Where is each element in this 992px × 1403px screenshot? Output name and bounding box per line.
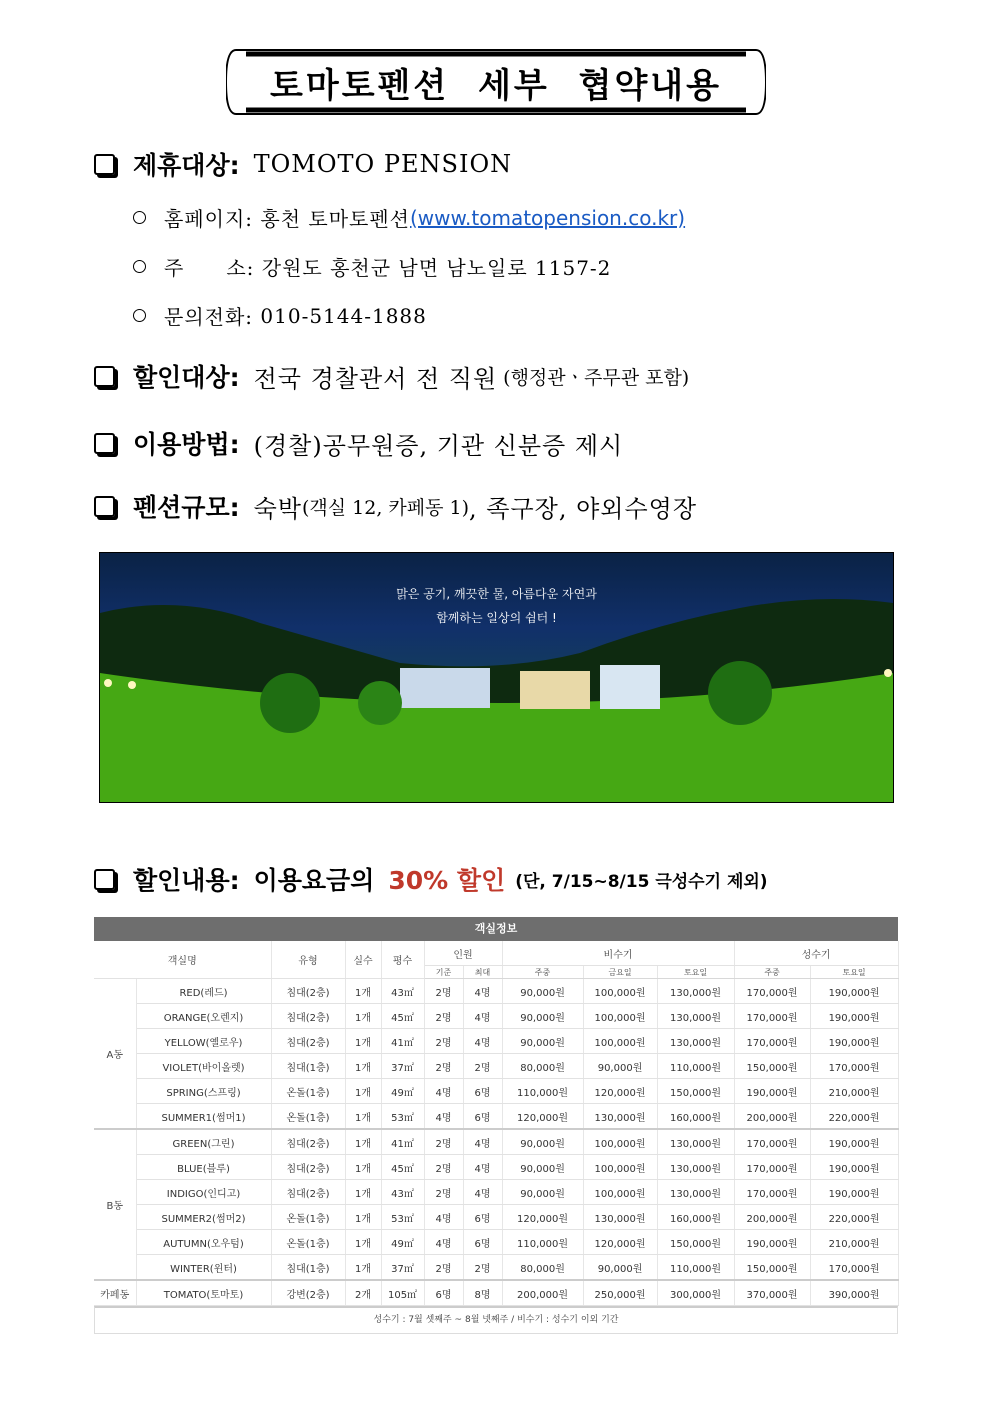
target-label: 할인대상: [133,363,240,392]
homepage-value: 홍천 토마토펜션 [260,207,410,231]
table-cell: 190,000원 [810,1129,898,1155]
col-off-season: 비수기 [502,941,734,966]
table-cell: 4명 [463,1155,502,1180]
table-cell: 2명 [424,1129,463,1155]
col-people: 인원 [424,941,502,966]
table-cell: 80,000원 [502,1255,583,1281]
table-cell: 190,000원 [810,1029,898,1054]
table-row [94,979,898,1004]
table-cell: 190,000원 [810,1155,898,1180]
homepage-label: 홈페이지: [164,207,254,231]
title-frame [226,46,766,118]
col-room: 객실명 [94,941,271,979]
checkbox-icon [94,366,115,387]
discount-rate: 30% 할인 [388,866,506,895]
table-cell: 침대(2층) [271,1155,345,1180]
table-cell: 강변(2층) [271,1280,345,1306]
table-cell: 200,000원 [502,1280,583,1306]
table-cell: 4명 [424,1104,463,1130]
col-off-saturday: 토요일 [657,966,734,979]
room-name-cell: INDIGO(인디고) [136,1180,271,1205]
col-base: 기준 [424,966,463,979]
table-cell: 120,000원 [502,1205,583,1230]
table-cell: 150,000원 [734,1054,810,1079]
table-cell: 1개 [345,1004,381,1029]
scale-rooms: (객실 12, 카페동 1) [301,496,470,519]
table-cell: 200,000원 [734,1104,810,1130]
table-cell: 1개 [345,1079,381,1104]
table-cell: 49㎡ [381,1079,424,1104]
scale-section [94,488,697,524]
table-row [94,1230,898,1255]
col-peak-weekday: 주중 [734,966,810,979]
table-row [94,1205,898,1230]
scale-facilities: , 족구장, 야외수영장 [469,494,698,523]
address-label: 주 소: [164,256,255,280]
table-cell: 53㎡ [381,1205,424,1230]
col-area: 평수 [381,941,424,979]
page-title: 토마토펜션 세부 협약내용 [270,65,722,106]
table-cell: 160,000원 [657,1104,734,1130]
table-cell: 4명 [463,1004,502,1029]
table-row [94,1004,898,1029]
table-cell: 190,000원 [810,979,898,1004]
table-row [94,1155,898,1180]
address-value: 강원도 홍천군 남면 남노일로 1157-2 [261,256,612,280]
rates-body [94,979,898,1306]
col-count: 실수 [345,941,381,979]
table-cell: 160,000원 [657,1205,734,1230]
method-label: 이용방법: [133,430,240,459]
table-cell: 침대(2층) [271,1029,345,1054]
table-cell: 100,000원 [583,1155,657,1180]
table-cell: 1개 [345,1180,381,1205]
table-cell: 4명 [463,1029,502,1054]
table-cell: 2명 [463,1255,502,1281]
room-name-cell: SPRING(스프링) [136,1079,271,1104]
table-cell: 1개 [345,1129,381,1155]
season-footnote: 성수기 : 7월 셋째주 ~ 8월 넷째주 / 비수기 : 성수기 이외 기간 [94,1306,898,1334]
scale-label: 펜션규모: [133,493,240,522]
table-cell: 120,000원 [583,1079,657,1104]
bullet-circle-icon [133,260,146,273]
col-peak-saturday: 토요일 [810,966,898,979]
table-cell: 4명 [463,1180,502,1205]
table-cell: 80,000원 [502,1054,583,1079]
discount-label: 할인내용: [133,866,240,895]
table-cell: 90,000원 [502,1029,583,1054]
table-cell: 1개 [345,1054,381,1079]
table-cell: 200,000원 [734,1205,810,1230]
table-cell: 190,000원 [810,1004,898,1029]
rates-table [94,941,899,1306]
table-cell: 2명 [424,1029,463,1054]
col-off-friday: 금요일 [583,966,657,979]
table-cell: 90,000원 [502,1129,583,1155]
room-name-cell: WINTER(윈터) [136,1255,271,1281]
table-cell: 1개 [345,1029,381,1054]
table-cell: 190,000원 [810,1180,898,1205]
phone-label: 문의전화: [164,305,254,329]
table-cell: 침대(1층) [271,1054,345,1079]
table-cell: 170,000원 [734,1029,810,1054]
room-name-cell: AUTUMN(오우텀) [136,1230,271,1255]
col-type: 유형 [271,941,345,979]
table-cell: 210,000원 [810,1230,898,1255]
table-cell: 130,000원 [657,1029,734,1054]
homepage-line [133,203,685,232]
table-cell: 390,000원 [810,1280,898,1306]
table-cell: 130,000원 [657,979,734,1004]
partner-value: TOMOTO PENSION [253,150,513,178]
table-cell: 6명 [424,1280,463,1306]
target-note: (행정관ㆍ주무관 포함) [503,366,690,389]
col-max: 최대 [463,966,502,979]
col-peak-season: 성수기 [734,941,898,966]
table-cell: 2명 [424,979,463,1004]
table-cell: 1개 [345,979,381,1004]
table-cell: 150,000원 [657,1230,734,1255]
table-cell: 90,000원 [502,1180,583,1205]
table-cell: 130,000원 [657,1155,734,1180]
table-cell: 1개 [345,1255,381,1281]
table-row [94,1054,898,1079]
table-cell: 1개 [345,1205,381,1230]
table-cell: 4명 [463,979,502,1004]
table-cell: 130,000원 [657,1180,734,1205]
table-row [94,1180,898,1205]
table-cell: 2명 [424,1255,463,1281]
checkbox-icon [94,869,115,890]
discount-value: 이용요금의 [253,866,375,895]
room-info-table [94,917,898,1332]
table-cell: 45㎡ [381,1155,424,1180]
table-row [94,1280,898,1306]
table-cell: 1개 [345,1230,381,1255]
table-heading: 객실정보 [94,917,898,941]
table-cell: 41㎡ [381,1129,424,1155]
scale-value: 숙박 [253,494,302,523]
table-cell: 2명 [424,1004,463,1029]
table-cell: 2개 [345,1280,381,1306]
table-cell: 170,000원 [734,1129,810,1155]
table-cell: 90,000원 [583,1255,657,1281]
room-name-cell: BLUE(블루) [136,1155,271,1180]
table-row [94,1255,898,1281]
table-cell: 100,000원 [583,1029,657,1054]
discount-note: (단, 7/15~8/15 극성수기 제외) [515,871,768,892]
table-cell: 37㎡ [381,1255,424,1281]
checkbox-icon [94,496,115,517]
table-cell: 6명 [463,1230,502,1255]
table-cell: 침대(2층) [271,979,345,1004]
table-row [94,1079,898,1104]
discount-section [94,861,768,897]
table-cell: 침대(2층) [271,1004,345,1029]
table-cell: 2명 [424,1054,463,1079]
table-cell: 2명 [424,1155,463,1180]
building-cell: 카페동 [94,1280,136,1306]
room-name-cell: SUMMER2(썸머2) [136,1205,271,1230]
table-cell: 침대(2층) [271,1180,345,1205]
table-cell: 온돌(1층) [271,1230,345,1255]
table-cell: 침대(1층) [271,1255,345,1281]
table-cell: 100,000원 [583,1180,657,1205]
building-cell: B동 [94,1129,136,1280]
table-cell: 130,000원 [583,1205,657,1230]
table-cell: 37㎡ [381,1054,424,1079]
table-cell: 130,000원 [583,1104,657,1130]
table-cell: 170,000원 [734,1004,810,1029]
table-cell: 4명 [463,1129,502,1155]
table-cell: 1개 [345,1104,381,1130]
table-cell: 45㎡ [381,1004,424,1029]
table-cell: 250,000원 [583,1280,657,1306]
table-cell: 53㎡ [381,1104,424,1130]
table-cell: 8명 [463,1280,502,1306]
table-cell: 170,000원 [734,979,810,1004]
table-cell: 150,000원 [734,1255,810,1281]
table-cell: 90,000원 [502,1004,583,1029]
table-cell: 49㎡ [381,1230,424,1255]
table-cell: 41㎡ [381,1029,424,1054]
table-cell: 130,000원 [657,1004,734,1029]
table-cell: 170,000원 [810,1255,898,1281]
table-cell: 170,000원 [810,1054,898,1079]
table-cell: 4명 [424,1079,463,1104]
table-cell: 침대(2층) [271,1129,345,1155]
table-cell: 370,000원 [734,1280,810,1306]
table-cell: 170,000원 [734,1155,810,1180]
table-cell: 110,000원 [657,1054,734,1079]
table-cell: 43㎡ [381,1180,424,1205]
phone-value: 010-5144-1888 [260,303,427,328]
table-cell: 2명 [424,1180,463,1205]
room-name-cell: GREEN(그린) [136,1129,271,1155]
room-name-cell: RED(레드) [136,979,271,1004]
table-cell: 90,000원 [502,1155,583,1180]
room-name-cell: YELLOW(옐로우) [136,1029,271,1054]
table-cell: 100,000원 [583,979,657,1004]
table-cell: 210,000원 [810,1079,898,1104]
table-cell: 130,000원 [657,1129,734,1155]
table-cell: 온돌(1층) [271,1205,345,1230]
table-cell: 100,000원 [583,1129,657,1155]
bullet-circle-icon [133,309,146,322]
table-cell: 300,000원 [657,1280,734,1306]
table-cell: 110,000원 [657,1255,734,1281]
checkbox-icon [94,154,115,175]
table-row [94,1129,898,1155]
table-cell: 6명 [463,1079,502,1104]
target-section [94,358,689,394]
address-line [133,252,611,281]
building-cell: A동 [94,979,136,1130]
table-cell: 4명 [424,1230,463,1255]
room-name-cell: SUMMER1(썸머1) [136,1104,271,1130]
table-cell: 190,000원 [734,1079,810,1104]
table-cell: 220,000원 [810,1104,898,1130]
table-cell: 43㎡ [381,979,424,1004]
table-cell: 120,000원 [502,1104,583,1130]
table-cell: 온돌(1층) [271,1104,345,1130]
table-cell: 6명 [463,1205,502,1230]
table-cell: 120,000원 [583,1230,657,1255]
table-cell: 110,000원 [502,1230,583,1255]
method-section [94,425,623,461]
partner-label: 제휴대상: [133,151,240,180]
table-cell: 190,000원 [734,1230,810,1255]
homepage-link[interactable]: (www.tomatopension.co.kr) [410,205,686,230]
table-cell: 6명 [463,1104,502,1130]
photo-caption-1: 맑은 공기, 깨끗한 물, 아름다운 자연과 [396,587,597,601]
photo-caption-2: 함께하는 일상의 쉼터 ! [436,611,557,625]
pension-night-photo [99,552,894,803]
partner-section [94,146,512,182]
room-name-cell: VIOLET(바이올렛) [136,1054,271,1079]
room-name-cell: ORANGE(오렌지) [136,1004,271,1029]
table-cell: 150,000원 [657,1079,734,1104]
room-name-cell: TOMATO(토마토) [136,1280,271,1306]
table-cell: 90,000원 [583,1054,657,1079]
table-cell: 2명 [463,1054,502,1079]
phone-line [133,301,427,330]
method-value: (경찰)공무원증, 기관 신분증 제시 [253,431,624,460]
table-cell: 100,000원 [583,1004,657,1029]
target-value: 전국 경찰관서 전 직원 [253,364,498,393]
col-off-weekday: 주중 [502,966,583,979]
table-cell: 4명 [424,1205,463,1230]
table-cell: 온돌(1층) [271,1079,345,1104]
table-cell: 170,000원 [734,1180,810,1205]
bullet-circle-icon [133,211,146,224]
table-row [94,1104,898,1130]
table-row [94,1029,898,1054]
table-cell: 110,000원 [502,1079,583,1104]
table-cell: 105㎡ [381,1280,424,1306]
checkbox-icon [94,433,115,454]
table-cell: 220,000원 [810,1205,898,1230]
table-cell: 1개 [345,1155,381,1180]
table-cell: 90,000원 [502,979,583,1004]
